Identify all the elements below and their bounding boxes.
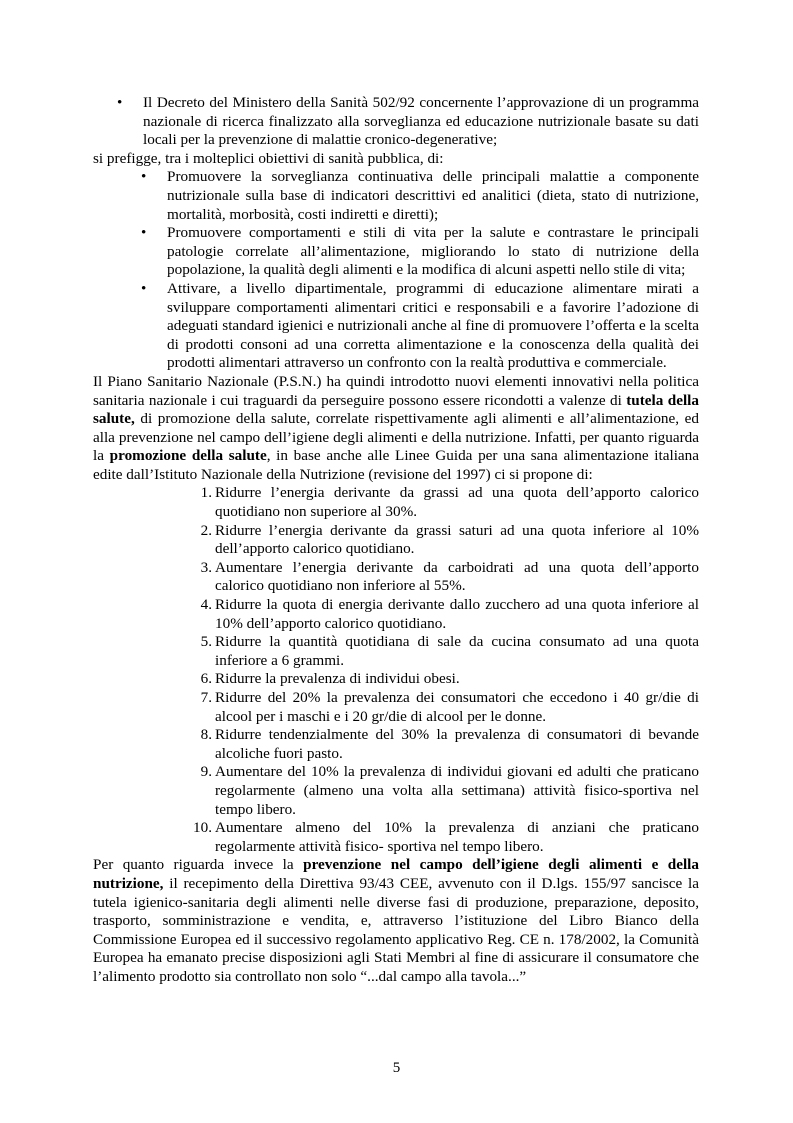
decree-bullet-item xyxy=(117,94,699,150)
objective-number: 3. xyxy=(200,558,212,576)
objective-text: Ridurre del 20% la prevalenza dei consumatori che eccedono i 40 gr/die di alcool per i maschi e i 20 gr/die di alcool per le donne. xyxy=(215,689,699,725)
objective-item xyxy=(200,558,699,596)
objective-item xyxy=(200,521,699,559)
objective-number: 4. xyxy=(200,596,212,614)
objective-text: Aumentare del 10% la prevalenza di individui giovani ed adulti che praticano regolarmente (almeno una volta alla settimana) attività fisico-sportiva nel tempo libero. xyxy=(215,763,699,818)
prevention-bold: prevenzione nel campo dell’igiene degli alimenti e della nutrizione, xyxy=(93,856,699,892)
psn-bold-tutela: tutela della salute, xyxy=(93,391,699,428)
prevention-text-2: il recepimento della Direttiva 93/43 CEE, avvenuto con il D.lgs. 155/97 sancisce la tutela igienico-sanitaria degli alimenti nelle diverse fasi di produzione, preparazione, deposito, trasporto, somministrazione e vendita, e, attraverso l’istituzione del Libro Bianco della Commissione Europea ed il successivo regolamento applicativo Reg. CE n. 178/2002, la Comunità Europea ha emanato precise disposizioni agli Stati Membri al fine di assicurare il consumatore che l’alimento prodotto sia controllato non solo “...dal campo alla tavola...” xyxy=(93,874,699,985)
decree-bullet-text: Il Decreto del Ministero della Sanità 502/92 concernente l’approvazione di un programma nazionale di ricerca finalizzato alla sorveglianza ed educazione nutrizionale basate su dati locali per la prevenzione di malattie cronico-degenerative; xyxy=(143,94,699,149)
objective-item xyxy=(200,484,699,521)
objective-number: 7. xyxy=(200,689,212,706)
psn-paragraph xyxy=(93,373,699,485)
goal-bullet-text: Promuovere la sorveglianza continuativa delle principali malattie a componente nutrizionale sulla base di indicatori descrittivi ed analitici (dieta, stato di nutrizione, mortalità, morbosità, costi indiretti e diretti); xyxy=(167,168,699,223)
page-number: 5 xyxy=(392,1060,401,1076)
psn-text-2: di promozione della salute, correlate rispettivamente agli alimenti e all’alimentazione, ed alla prevenzione nel campo dell’igiene degli alimenti e della nutrizione. Infatti, per quanto riguarda la xyxy=(93,410,699,465)
goal-bullet-item xyxy=(141,168,699,224)
objective-number: 1. xyxy=(200,484,212,502)
objective-item xyxy=(193,819,699,856)
objective-text: Ridurre l’energia derivante da grassi ad una quota dell’apporto calorico quotidiano non superiore al 30%. xyxy=(215,484,699,521)
bullet-icon: • xyxy=(141,224,147,242)
objective-number: 9. xyxy=(200,763,212,781)
document-page xyxy=(93,94,699,987)
psn-text-3: , in base anche alle Linee Guida per una sana alimentazione italiana edite dall’Istituto Nazionale della Nutrizione (revisione del 1997) ci si propone di: xyxy=(93,447,699,483)
objective-text: Ridurre la quantità quotidiana di sale da cucina consumato ad una quota inferiore a 6 grammi. xyxy=(215,633,699,669)
intro-line: si prefigge, tra i molteplici obiettivi di sanità pubblica, di: xyxy=(93,149,444,167)
objective-text: Aumentare almeno del 10% la prevalenza di anziani che praticano regolarmente attività fisico- sportiva nel tempo libero. xyxy=(215,819,699,855)
objective-text: Aumentare l’energia derivante da carboidrati ad una quota dell’apporto calorico quotidiano non inferiore al 55%. xyxy=(215,558,699,595)
objective-number: 5. xyxy=(200,633,212,651)
objective-item xyxy=(200,670,699,689)
objective-text: Ridurre tendenzialmente del 30% la prevalenza di consumatori di bevande alcoliche fuori pasto. xyxy=(215,726,699,762)
decree-bullet-list xyxy=(93,94,699,150)
objectives-numbered-list xyxy=(93,484,699,856)
objective-number: 2. xyxy=(200,521,212,539)
bullet-icon: • xyxy=(141,168,147,186)
objective-item xyxy=(200,726,699,763)
objective-item xyxy=(200,689,699,726)
psn-bold-promozione: promozione della salute xyxy=(109,447,267,465)
goal-bullet-text: Promuovere comportamenti e stili di vita per la salute e contrastare le principali patologie correlate all’alimentazione, migliorando lo stato di nutrizione della popolazione, la qualità degli alimenti e la modifica di alcuni aspetti nello stile di vita; xyxy=(167,224,699,279)
objective-text: Ridurre la quota di energia derivante dallo zucchero ad una quota inferiore al 10% dell’apporto calorico quotidiano. xyxy=(215,596,699,632)
prevention-paragraph xyxy=(93,856,699,986)
bullet-icon: • xyxy=(117,94,123,111)
objective-text: Ridurre l’energia derivante da grassi saturi ad una quota inferiore al 10% dell’apporto calorico quotidiano. xyxy=(215,521,699,558)
objective-number: 8. xyxy=(200,726,212,744)
goals-bullet-list xyxy=(93,168,699,373)
goal-bullet-item xyxy=(141,279,699,373)
psn-text-1: Il Piano Sanitario Nazionale (P.S.N.) ha quindi introdotto nuovi elementi innovativi nella politica sanitaria nazionale i cui traguardi da perseguire possono essere ricondotti a valenze di xyxy=(93,372,699,409)
goal-bullet-item xyxy=(141,224,699,280)
objective-item xyxy=(200,763,699,819)
objective-text: Ridurre la prevalenza di individui obesi. xyxy=(215,670,460,688)
goal-bullet-text: Attivare, a livello dipartimentale, programmi di educazione alimentare mirati a sviluppare comportamenti alimentari critici e responsabili e a favorire l’adozione di adeguati standard igienici e nutrizionali anche al fine di promuovere l’offerta e la scelta di prodotti consoni ad una corretta alimentazione e la conoscenza della qualità dei prodotti alimentari attraverso un confronto con la realtà produttiva e commerciale. xyxy=(167,279,699,372)
prevention-text-1: Per quanto riguarda invece la xyxy=(93,856,304,874)
objective-item xyxy=(200,596,699,633)
objective-number: 10. xyxy=(193,819,212,837)
bullet-icon: • xyxy=(141,279,147,297)
objective-number: 6. xyxy=(200,670,212,688)
objective-item xyxy=(200,633,699,670)
